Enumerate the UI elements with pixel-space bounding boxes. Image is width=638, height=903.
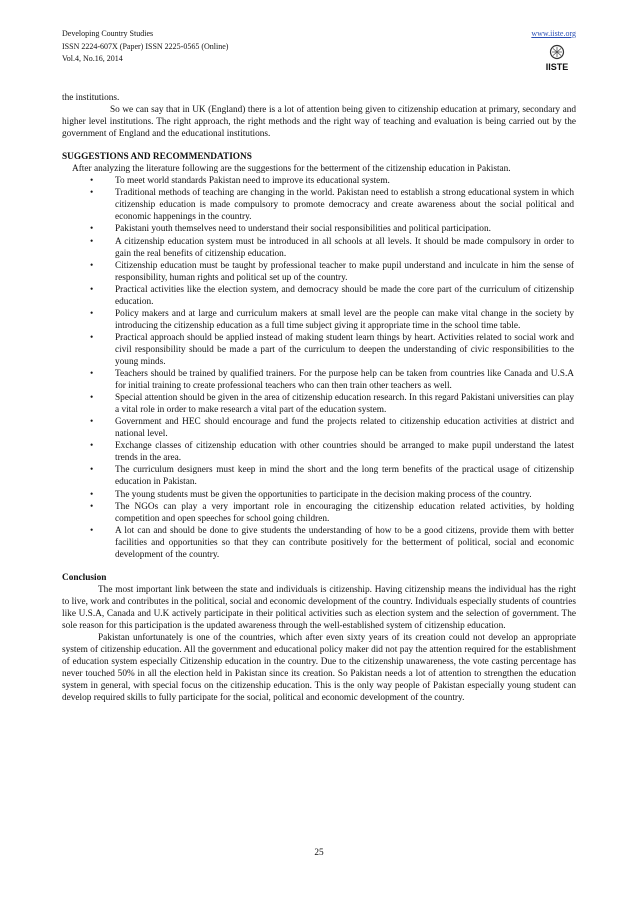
bullet-icon: • <box>90 489 94 500</box>
list-item <box>62 236 574 260</box>
bullet-icon: • <box>90 332 94 343</box>
journal-issn: ISSN 2224-607X (Paper) ISSN 2225-0565 (Online) <box>62 41 229 51</box>
journal-url-link[interactable]: www.iiste.org <box>531 29 576 38</box>
page-number: 25 <box>314 848 324 858</box>
iiste-logo-icon <box>542 43 572 73</box>
article-body <box>62 92 576 704</box>
list-item-text: Teachers should be trained by qualified trainers. For the purpose help can be taken from countries like Canada and U.S.A for initial training to create professional teachers who can then train other teachers as well. <box>115 369 574 392</box>
list-item-text: The curriculum designers must keep in mind the short and the long term benefits of the practical usage of citizenship education in Pakistan. <box>115 465 574 488</box>
list-item <box>62 284 574 308</box>
conclusion-heading: Conclusion <box>62 572 107 583</box>
list-item <box>62 440 574 464</box>
bullet-icon: • <box>90 417 94 428</box>
list-item-text: Citizenship education must be taught by professional teacher to make pupil understand and inculcate in him the sense of responsibility, human rights and political set up of the country. <box>115 260 574 283</box>
list-item <box>62 368 574 392</box>
paragraph-uk-approach: So we can say that in UK (England) there is a lot of attention being given to citizenship education at primary, secondary and higher level institutions. The right approach, the right methods and the right way of teaching and evaluation is being carried out by the government of England and the educational institutions. <box>62 105 576 140</box>
list-item-text: A lot can and should be done to give students the understanding of how to be a good citizens, provide them with better facilities and opportunities so that they can contribute positively for the betterment of political, social and economic development of the country. <box>115 525 574 560</box>
list-item <box>62 501 574 525</box>
list-item-text: The NGOs can play a very important role in encouraging the citizenship education related activities, by holding competition and open speeches for school going children. <box>115 501 574 524</box>
list-item <box>62 392 574 416</box>
bullet-icon: • <box>90 525 94 536</box>
bullet-icon: • <box>90 441 94 452</box>
list-item-text: Practical activities like the election system, and democracy should be made the core part of the curriculum of citizenship education. <box>115 284 574 307</box>
list-item <box>62 260 574 284</box>
bullet-icon: • <box>90 369 94 380</box>
journal-volume: Vol.4, No.16, 2014 <box>62 54 123 63</box>
suggestions-intro: After analyzing the literature following are the suggestions for the betterment of the citizenship education in Pakistan. <box>72 164 511 175</box>
list-item <box>62 416 574 440</box>
bullet-icon: • <box>90 188 94 199</box>
journal-name: Developing Country Studies <box>62 29 154 38</box>
bullet-icon: • <box>90 465 94 476</box>
continued-text: the institutions. <box>62 93 120 103</box>
bullet-icon: • <box>90 176 94 187</box>
bullet-icon: • <box>90 260 94 271</box>
svg-text:IISTE: IISTE <box>545 62 569 72</box>
list-item-text: The young students must be given the opportunities to participate in the decision making process of the country. <box>115 489 532 500</box>
conclusion-paragraph-2: Pakistan unfortunately is one of the countries, which after even sixty years of its creation could not develop an appropriate system of citizenship education. All the government and educational policy maker did not pay the attention required for the establishment of education system especially Citizenship education in the country. Due to the citizenship unawareness, the vote casting percentage has never touched 50% in all the election held in Pakistan since its creation. So Pakistan needs a lot of attention to strengthen the education system in general, with special focus on the citizenship education. This is the only way people of Pakistan especially young student can develop required skills to fully participate for the social, political and economic development of the country. <box>62 633 576 704</box>
bullet-icon: • <box>90 501 94 512</box>
list-item-text: To meet world standards Pakistan need to improve its educational system. <box>115 176 390 187</box>
list-item <box>62 464 574 488</box>
list-item-text: Pakistani youth themselves need to understand their social responsibilities and political participation. <box>115 224 491 235</box>
list-item-text: Practical approach should be applied instead of making student learn things by heart. Activities related to social work and civil responsibility should be made a part of the curriculum to deepen the understanding of civic responsibilities to the young minds. <box>115 332 574 367</box>
list-item <box>62 332 574 368</box>
bullet-icon: • <box>90 224 94 235</box>
list-item <box>62 187 574 223</box>
list-item-text: Traditional methods of teaching are changing in the world. Pakistan need to establish a strong educational system in which citizenship education is made compulsory to promote democracy and create awareness about the social political and economic happenings in the country. <box>115 188 574 223</box>
list-item-text: Policy makers and at large and curriculum makers at small level are the people can make vital change in the society by introducing the citizenship education as a full time subject giving it appropriate time in the school time table. <box>115 308 574 331</box>
list-item-text: Exchange classes of citizenship education with other countries should be arranged to make pupil understand the latest trends in the area. <box>115 441 574 464</box>
list-item-text: Special attention should be given in the area of citizenship education research. In this regard Pakistani universities can play a vital role in order to make research a vital part of the education system. <box>115 393 574 416</box>
bullet-icon: • <box>90 236 94 247</box>
list-item <box>62 308 574 332</box>
bullet-icon: • <box>90 393 94 404</box>
list-item <box>62 489 574 501</box>
list-item <box>62 223 574 235</box>
bullet-icon: • <box>90 284 94 295</box>
journal-header <box>62 28 576 72</box>
list-item-text: A citizenship education system must be introduced in all schools at all levels. It should be made compulsory in order to gain the real benefits of citizenship education. <box>115 236 574 259</box>
recommendations-list <box>62 175 576 561</box>
bullet-icon: • <box>90 308 94 319</box>
suggestions-heading: SUGGESTIONS AND RECOMMENDATIONS <box>62 152 252 163</box>
list-item-text: Government and HEC should encourage and fund the projects related to citizenship education activities at district and national level. <box>115 417 574 440</box>
list-item <box>62 525 574 561</box>
conclusion-paragraph-1: The most important link between the state and individuals is citizenship. Having citizenship means the individual has the right to live, work and contributes in the political, social and economic development of the country. Individuals especially students of countries like U.S.A, Canada and U.K actively participate in their political activities such as election system and the selection of government. The sole reason for this participation is the updated awareness through the well-established system of citizenship education. <box>62 584 576 631</box>
list-item <box>62 175 574 187</box>
